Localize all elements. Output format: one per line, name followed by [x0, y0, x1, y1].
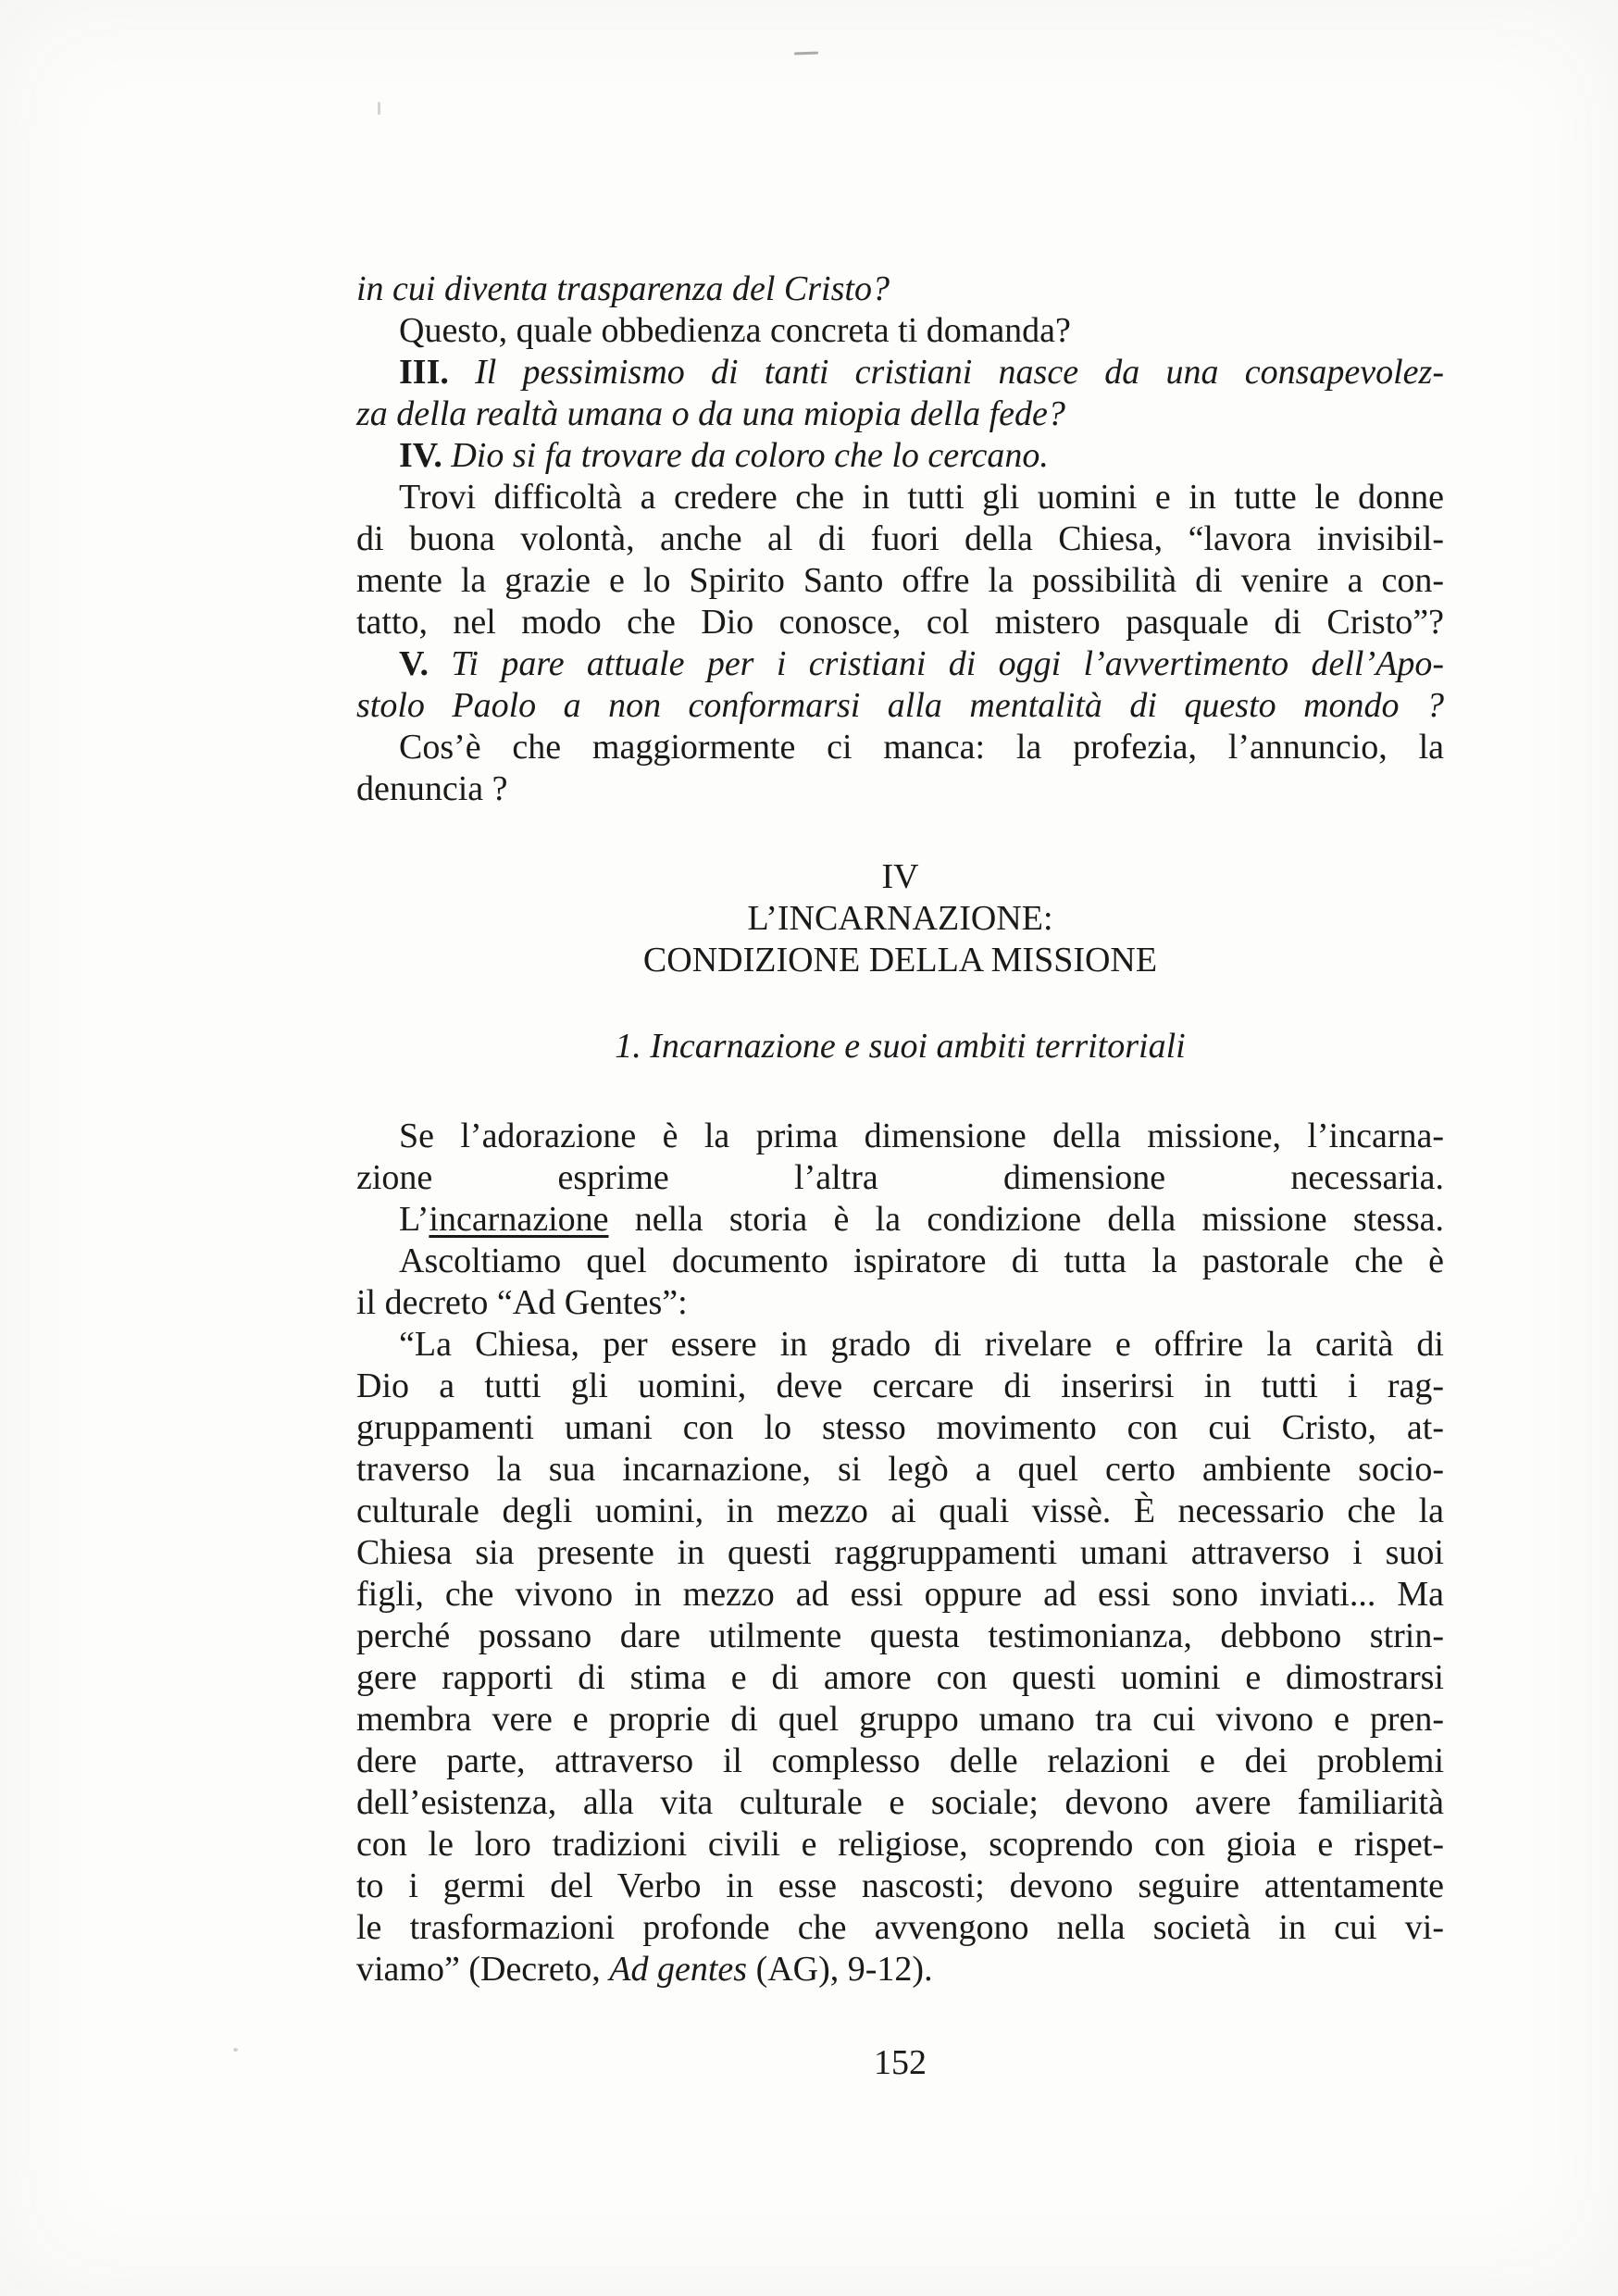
text-line [356, 643, 1444, 685]
text-run: Ti pare attuale per i cristiani di oggi l’avvertimento dell’Apo- [429, 644, 1444, 683]
text-run: Chiesa sia presente in questi raggruppamenti umani attraverso i suoi [356, 1533, 1444, 1572]
text-run: Il pessimismo di tanti cristiani nasce da una consapevolez- [448, 353, 1444, 392]
text-line [356, 1616, 1444, 1657]
text-run: gere rapporti di stima e di amore con questi uomini e dimostrarsi [356, 1658, 1444, 1697]
text-run: traverso la sua incarnazione, si legò a quel certo ambiente socio- [356, 1450, 1444, 1489]
section-subheading: 1. Incarnazione e suoi ambiti territoriali [615, 1027, 1186, 1066]
text-line [356, 560, 1444, 602]
text-line [356, 1324, 1444, 1366]
text-run: Cos’è che maggiormente ci manca: la profezia, l’annuncio, la [399, 728, 1444, 767]
text-run: con le loro tradizioni civili e religiose, scoprendo con gioia e rispet- [356, 1825, 1444, 1864]
text-run: Ad gentes [609, 1950, 748, 1989]
text-run: mente la grazie e lo Spirito Santo offre la possibilità di venire a con- [356, 561, 1444, 600]
text-run: viamo” (Decreto, [356, 1950, 610, 1989]
text-line [356, 435, 1444, 477]
text-run: “La Chiesa, per essere in grado di rivelare e offrire la carità di [399, 1325, 1444, 1364]
text-line [356, 477, 1444, 518]
text-run: dere parte, attraverso il complesso delle relazioni e dei problemi [356, 1741, 1444, 1780]
intro-questions-block [356, 268, 1444, 810]
text-run: Dio si fa trovare da coloro che lo cercano. [442, 436, 1049, 475]
text-run: Se l’adorazione è la prima dimensione della missione, l’incarna- [399, 1117, 1444, 1155]
text-line [356, 1449, 1444, 1491]
chapter-title-line2: CONDIZIONE DELLA MISSIONE [642, 941, 1158, 980]
text-run: V. [399, 644, 429, 683]
text-run: culturale degli uomini, in mezzo ai quali vissè. È necessario che la [356, 1491, 1444, 1530]
text-run: (AG), 9-12). [747, 1950, 933, 1989]
text-run: in cui diventa trasparenza del Cristo? [356, 269, 890, 308]
text-line [356, 1199, 1444, 1241]
text-run: zione esprime l’altra dimensione necessaria. [356, 1158, 1444, 1197]
text-run: Dio a tutti gli uomini, deve cercare di inserirsi in tutti i rag- [356, 1366, 1444, 1405]
scan-artifact [378, 102, 380, 115]
text-run: di buona volontà, anche al di fuori della Chiesa, “lavora invisibil- [356, 519, 1444, 558]
text-run: il decreto “Ad Gentes”: [356, 1283, 688, 1322]
text-line [356, 268, 1444, 310]
text-line [356, 1282, 1444, 1324]
text-run: Trovi difficoltà a credere che in tutti gli uomini e in tutte le donne [399, 478, 1444, 517]
text-run: incarnazione [429, 1200, 609, 1239]
text-run: membra vere e proprie di quel gruppo umano tra cui vivono e pren- [356, 1700, 1444, 1739]
text-run: III. [399, 353, 449, 392]
chapter-title-line1: L’INCARNAZIONE: [747, 899, 1053, 938]
page-number: 152 [874, 2043, 927, 2082]
chapter-number: IV [881, 857, 919, 896]
text-line [356, 1657, 1444, 1699]
text-run: tatto, nel modo che Dio conosce, col mistero pasquale di Cristo”? [356, 603, 1444, 642]
text-line [356, 727, 1444, 768]
text-line [356, 768, 1444, 810]
text-line [356, 1532, 1444, 1574]
text-run: le trasformazioni profonde che avvengono nella società in cui vi- [356, 1908, 1444, 1947]
text-line [356, 1782, 1444, 1824]
text-run: Questo, quale obbedienza concreta ti domanda? [399, 311, 1071, 350]
text-run: denuncia ? [356, 769, 508, 808]
text-run: nella storia è la condizione della missione stessa. [608, 1200, 1444, 1239]
text-line [356, 1866, 1444, 1907]
text-run: perché possano dare utilmente questa testimonianza, debbono strin- [356, 1616, 1444, 1655]
text-line [356, 310, 1444, 352]
scan-artifact [794, 52, 818, 56]
text-line [356, 1116, 1444, 1157]
body-text-block [356, 1116, 1444, 1990]
text-line [356, 602, 1444, 643]
text-line [356, 1949, 1444, 1990]
scan-artifact [233, 2048, 238, 2052]
text-run: dell’esistenza, alla vita culturale e sociale; devono avere familiarità [356, 1783, 1444, 1822]
text-line [356, 518, 1444, 560]
text-line [356, 1574, 1444, 1616]
text-line [356, 1491, 1444, 1532]
text-run: L’ [399, 1200, 429, 1239]
text-line [356, 1241, 1444, 1282]
text-run: gruppamenti umani con lo stesso movimento con cui Cristo, at- [356, 1408, 1444, 1447]
text-line [356, 1366, 1444, 1407]
text-line [356, 1407, 1444, 1449]
chapter-heading [356, 856, 1444, 981]
text-run: stolo Paolo a non conformarsi alla mentalità di questo mondo ? [356, 686, 1444, 725]
text-line [356, 352, 1444, 393]
text-line [356, 1741, 1444, 1782]
text-line [356, 1907, 1444, 1949]
text-column [356, 268, 1444, 2084]
text-run: Ascoltiamo quel documento ispiratore di tutta la pastorale che è [399, 1242, 1444, 1280]
text-run: IV. [399, 436, 442, 475]
text-line [356, 393, 1444, 435]
text-line [356, 1157, 1444, 1199]
text-run: to i germi del Verbo in esse nascosti; devono seguire attentamente [356, 1866, 1444, 1905]
text-line [356, 1824, 1444, 1866]
text-run: za della realtà umana o da una miopia della fede? [356, 394, 1065, 433]
text-line [356, 685, 1444, 727]
text-run: figli, che vivono in mezzo ad essi oppure ad essi sono inviati... Ma [356, 1575, 1444, 1614]
text-line [356, 1699, 1444, 1741]
